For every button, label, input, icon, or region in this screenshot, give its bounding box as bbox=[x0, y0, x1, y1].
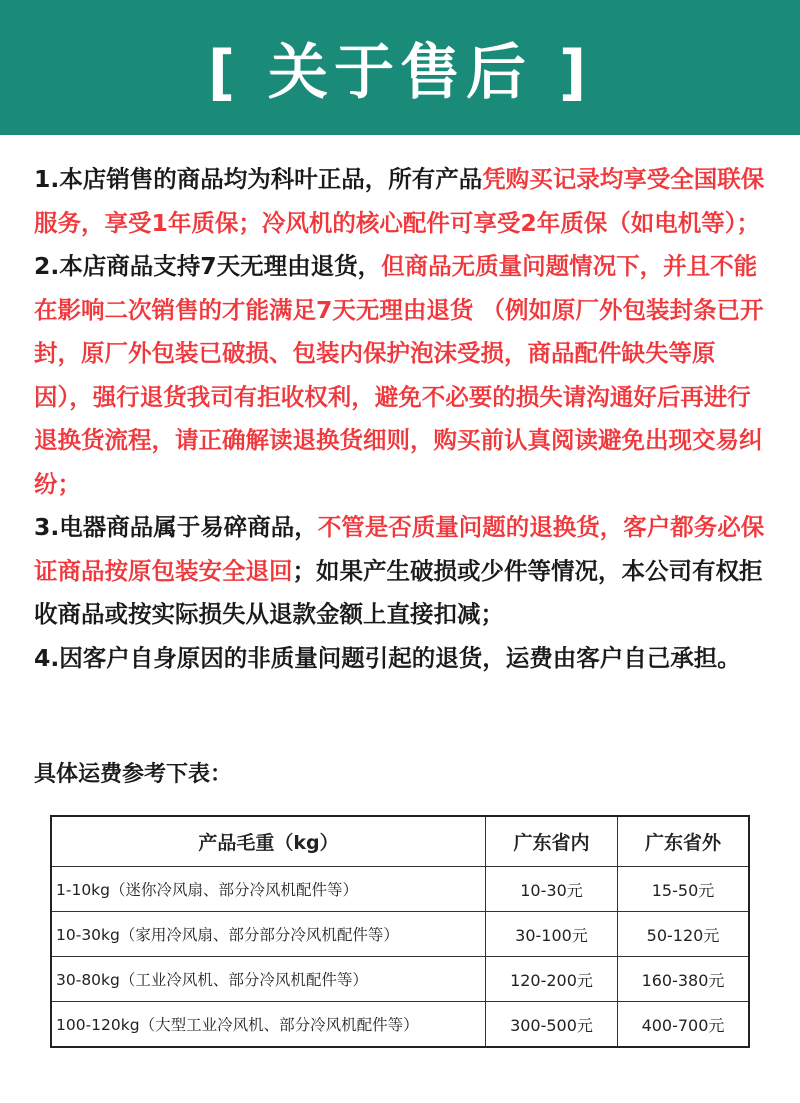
cell-inside: 10-30元 bbox=[486, 867, 618, 912]
highlighted-text: 凭购买记录均享受全国联保服务，享受1年质保；冷风机的核心配件可享受2年质保（如电机等）； bbox=[34, 165, 765, 237]
term-paragraph-2 bbox=[34, 245, 769, 506]
after-sales-terms bbox=[34, 158, 769, 680]
page-title: [ 关于售后 ] bbox=[0, 0, 800, 135]
term-text: 4.因客户自身原因的非质量问题引起的退货，运费由客户自己承担。 bbox=[34, 643, 741, 672]
cell-outside: 50-120元 bbox=[618, 912, 750, 957]
term-text: 2.本店商品支持7天无理由退货， bbox=[34, 252, 382, 280]
highlighted-text: 但商品无质量问题情况下，并且不能在影响二次销售的才能满足7天无理由退货 （例如原厂外包装封条已开封，原厂外包装已破损、包装内保护泡沫受损，商品配件缺失等原因），强行退货我司有拒收权利，避免不必要的损失请沟通好后再进行退换货流程，请正确解读退换货细则，购买前认真阅读避免出现交易纠纷； bbox=[34, 252, 764, 498]
term-paragraph-3 bbox=[34, 506, 769, 637]
term-text: 1.本店销售的商品均为科叶正品，所有产品 bbox=[34, 165, 483, 193]
col-weight: 产品毛重（kg） bbox=[51, 816, 486, 867]
col-guangdong-outside: 广东省外 bbox=[618, 816, 750, 867]
fee-table-title: 具体运费参考下表： bbox=[34, 762, 233, 787]
cell-outside: 400-700元 bbox=[618, 1002, 750, 1048]
table-row bbox=[51, 957, 749, 1002]
cell-outside: 15-50元 bbox=[618, 867, 750, 912]
cell-inside: 300-500元 bbox=[486, 1002, 618, 1048]
cell-weight: 1-10kg（迷你冷风扇、部分冷风机配件等） bbox=[51, 867, 486, 912]
term-text: 3.电器商品属于易碎商品， bbox=[34, 513, 318, 541]
cell-inside: 30-100元 bbox=[486, 912, 618, 957]
table-row bbox=[51, 867, 749, 912]
table-row bbox=[51, 1002, 749, 1048]
term-paragraph-1 bbox=[34, 158, 769, 245]
term-paragraph-4 bbox=[34, 637, 769, 681]
table-header-row bbox=[51, 816, 749, 867]
cell-weight: 10-30kg（家用冷风扇、部分部分冷风机配件等） bbox=[51, 912, 486, 957]
col-guangdong-inside: 广东省内 bbox=[486, 816, 618, 867]
table-row bbox=[51, 912, 749, 957]
shipping-fee-table bbox=[50, 815, 750, 1048]
cell-weight: 100-120kg（大型工业冷风机、部分冷风机配件等） bbox=[51, 1002, 486, 1048]
term-text: ；如果产生破损或少件等情况，本公司有权拒收商品或按实际损失从退款金额上直接扣减； bbox=[34, 556, 763, 628]
highlighted-text: 不管是否质量问题的退换货，客户都务必保证商品按原包装安全退回 bbox=[34, 513, 765, 585]
cell-weight: 30-80kg（工业冷风机、部分冷风机配件等） bbox=[51, 957, 486, 1002]
cell-inside: 120-200元 bbox=[486, 957, 618, 1002]
cell-outside: 160-380元 bbox=[618, 957, 750, 1002]
